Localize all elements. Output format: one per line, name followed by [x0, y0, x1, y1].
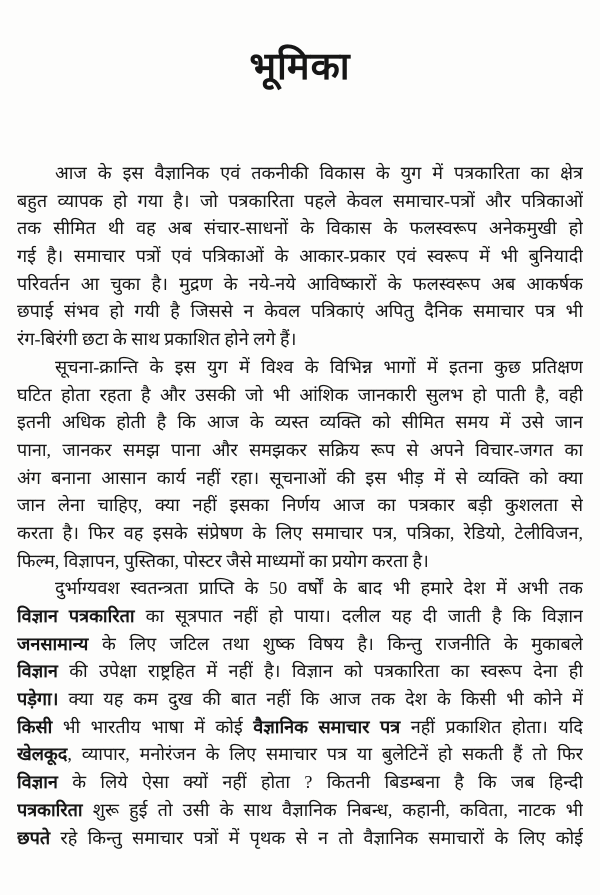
text-line — [17, 465, 583, 493]
text-line — [17, 548, 583, 576]
document-body — [0, 160, 600, 852]
text-segment: रहे किन्तु समाचार पत्रों में पृथक से न तो वैज्ञानिक समाचारों के लिए कोई — [50, 827, 583, 848]
text-segment: आज के इस वैज्ञानिक एवं तकनीकी विकास के युग में पत्रकारिता का क्षेत्र — [55, 163, 583, 183]
text-segment: बहुत व्यापक हो गया है। जो पत्रकारिता पहले केवल समाचार-पत्रों और पत्रिकाओं — [17, 190, 583, 211]
text-segment: छपाई संभव हो गयी है जिससे न केवल पत्रिकाएं अपितु दैनिक समाचार पत्र भी — [17, 301, 583, 322]
text-line — [17, 825, 583, 853]
text-line — [17, 382, 583, 410]
text-segment: , व्यापार, मनोरंजन के लिए समाचार पत्र या बुलेटिनें हो सकती हैं तो फिर — [67, 744, 583, 765]
text-line — [17, 797, 583, 825]
text-segment: तक सीमित थी वह अब संचार-साधनों के विकास के फलस्वरूप अनेकमुखी हो — [17, 218, 583, 239]
bold-text-segment: विज्ञान पत्रकारिता — [17, 606, 135, 626]
text-segment: के लिए जटिल तथा शुष्क विषय है। किन्तु राजनीति के मुकाबले — [88, 633, 583, 654]
text-segment: फिल्म, विज्ञापन, पुस्तिका, पोस्टर जैसे माध्यमों का प्रयोग करता है। — [17, 550, 429, 571]
text-segment: इतनी अधिक होती है कि आज के व्यस्त व्यक्ति को सीमित समय में उसे जान — [17, 412, 583, 433]
text-line — [17, 409, 583, 437]
text-line — [17, 686, 583, 714]
bold-text-segment: छपते — [17, 827, 51, 848]
text-line — [17, 243, 583, 271]
text-line — [17, 160, 583, 188]
text-segment: सूचना-क्रान्ति के इस युग में विश्व के विभिन्न भागों में इतना कुछ प्रतिक्षण — [55, 356, 583, 377]
text-line — [17, 215, 583, 243]
text-segment: की उपेक्षा राष्ट्रहित में नहीं है। विज्ञान को पत्रकारिता का स्वरूप देना ही — [57, 661, 583, 682]
text-line — [17, 741, 583, 769]
bold-text-segment: पत्रकारिता — [17, 799, 83, 820]
text-line — [17, 658, 583, 686]
text-line — [17, 354, 583, 382]
text-segment: पाना, जानकर समझ पाना और समझकर सक्रिय रूप से अपने विचार-जगत का — [17, 439, 583, 460]
bold-text-segment: खेलकूद — [17, 744, 68, 765]
bold-text-segment: जनसामान्य — [17, 633, 89, 654]
page-title: भूमिका — [249, 46, 351, 88]
bold-text-segment: पड़ेगा। — [17, 689, 59, 710]
bold-text-segment: किसी — [17, 716, 53, 737]
text-segment: अंग बनाना आसान कार्य नहीं रहा। सूचनाओं की इस भीड़ में से व्यक्ति को क्या — [17, 467, 583, 488]
text-segment: का सूत्रपात नहीं हो पाया। दलील यह दी जाती है कि विज्ञान — [134, 606, 583, 626]
text-line — [17, 769, 583, 797]
text-segment: नहीं प्रकाशित होता। यदि — [400, 716, 583, 737]
text-line — [17, 492, 583, 520]
text-line — [17, 575, 583, 603]
text-segment: दुर्भाग्यवश स्वतन्त्रता प्राप्ति के 50 वर्षों के बाद भी हमारे देश में अभी तक — [55, 578, 583, 599]
text-line — [17, 631, 583, 659]
text-segment: भी भारतीय भाषा में कोई — [52, 716, 254, 737]
text-segment: जान लेना चाहिए, क्या नहीं इसका निर्णय आज का पत्रकार बड़ी कुशलता से — [17, 495, 583, 516]
bold-text-segment: विज्ञान — [17, 772, 58, 793]
text-segment: गई है। समाचार पत्रों एवं पत्रिकाओं के आकार-प्रकार एवं स्वरूप में भी बुनियादी — [17, 246, 583, 267]
text-line — [17, 326, 583, 354]
text-line — [17, 603, 583, 631]
text-segment: करता है। फिर वह इसके संप्रेषण के लिए समाचार पत्र, पत्रिका, रेडियो, टेलीविजन, — [17, 522, 583, 543]
text-line — [17, 298, 583, 326]
text-line — [17, 271, 583, 299]
bold-text-segment: वैज्ञानिक समाचार पत्र — [253, 716, 401, 737]
text-line — [17, 188, 583, 216]
bold-text-segment: विज्ञान — [17, 661, 58, 682]
text-segment: क्या यह कम दुख की बात नहीं कि आज तक देश के किसी भी कोने में — [58, 689, 583, 710]
text-line — [17, 437, 583, 465]
text-line — [17, 714, 583, 742]
text-line — [17, 520, 583, 548]
text-segment: रंग-बिरंगी छटा के साथ प्रकाशित होने लगे हैं। — [17, 329, 297, 350]
text-segment: परिवर्तन आ चुका है। मुद्रण के नये-नये आविष्कारों के फलस्वरूप अब आकर्षक — [17, 273, 583, 294]
text-segment: के लिये ऐसा क्यों नहीं होता ? कितनी बिडम्बना है कि जब हिन्दी — [57, 772, 583, 793]
text-segment: घटित होता रहता है और उसकी जो भी आंशिक जानकारी सुलभ हो पाती है, वही — [17, 384, 583, 405]
text-segment: शुरू हुई तो उसी के साथ वैज्ञानिक निबन्ध, कहानी, कविता, नाटक भी — [82, 799, 583, 820]
